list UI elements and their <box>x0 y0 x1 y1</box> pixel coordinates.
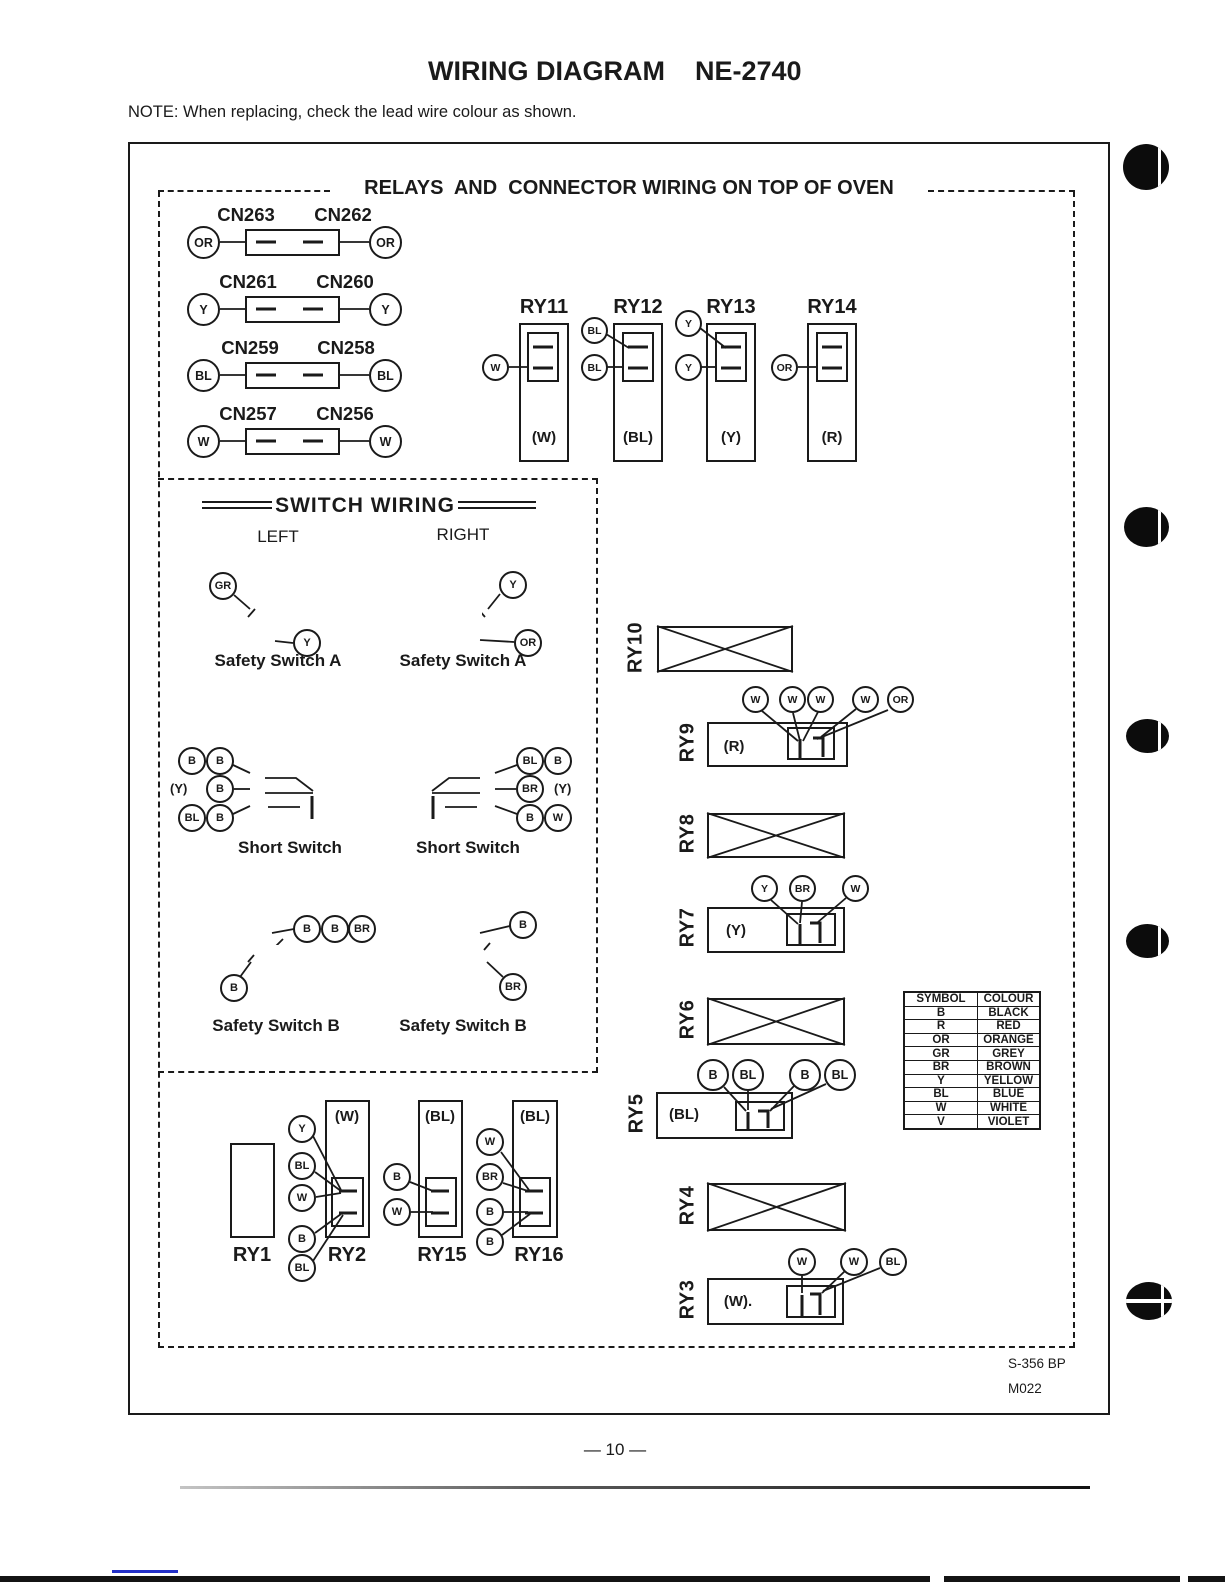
relay-name: RY6 <box>676 999 699 1040</box>
relay-name: RY4 <box>676 1185 699 1226</box>
connector-label: CN259 <box>221 337 279 358</box>
wire-color-circle: B <box>293 915 321 943</box>
wire-color-circle: BL <box>879 1248 907 1276</box>
switch-label: Safety Switch B <box>399 1016 527 1035</box>
bottom-relay-wire-lines <box>313 1136 543 1261</box>
table-cell: R <box>904 1020 978 1034</box>
wire-color-circle: Y <box>751 875 778 902</box>
connector-label: CN260 <box>316 271 374 292</box>
coil-color-label: (BL) <box>520 1108 550 1125</box>
relay-name: RY9 <box>676 722 699 763</box>
table-cell: B <box>904 1006 978 1020</box>
safety-switch-b-left-body <box>244 918 298 1007</box>
wire-color-circle: BR <box>516 775 544 803</box>
wire-color-circle: BR <box>348 915 376 943</box>
switch-label: Safety Switch B <box>212 1016 340 1035</box>
wire-color-circle: BL <box>288 1152 316 1180</box>
wire-color-circle: OR <box>187 226 220 259</box>
wire-color-circle: B <box>321 915 349 943</box>
wire-color-text: (Y) <box>170 781 188 796</box>
coil-color-label: (R) <box>821 429 843 446</box>
wire-color-circle: Y <box>675 354 702 381</box>
wire-color-circle: GR <box>209 572 237 600</box>
relay-name: RY11 <box>519 296 569 318</box>
page-title: WIRING DIAGRAM <box>428 56 665 86</box>
wire-color-circle: BR <box>789 875 816 902</box>
table-cell: ORANGE <box>978 1033 1041 1047</box>
wire-color-circle: B <box>178 747 206 775</box>
relay-name: RY15 <box>417 1244 467 1266</box>
wire-color-circle: B <box>697 1059 729 1091</box>
switch-section-title: SWITCH WIRING <box>275 494 455 517</box>
coil-color-label: (Y) <box>726 922 746 939</box>
binder-hole-icon <box>1124 507 1169 547</box>
wire-color-circle: B <box>516 804 544 832</box>
wire-color-circle: Y <box>293 629 321 657</box>
table-cell: OR <box>904 1033 978 1047</box>
column-heading: LEFT <box>257 527 299 546</box>
coil-color-label: (W) <box>334 1108 360 1125</box>
wire-color-circle: W <box>788 1248 816 1276</box>
wire-color-circle: W <box>807 686 834 713</box>
coil-color-label: (W) <box>531 429 557 446</box>
wire-color-circle: BL <box>581 317 608 344</box>
table-cell: BROWN <box>978 1060 1041 1074</box>
coil-color-label: (BL) <box>623 429 653 446</box>
wire-color-circle: B <box>476 1198 504 1226</box>
wire-color-circle: W <box>482 354 509 381</box>
relay-name: RY7 <box>676 907 699 948</box>
table-header-symbol: SYMBOL <box>904 992 978 1006</box>
wire-color-circle: BR <box>499 973 527 1001</box>
relay-name: RY10 <box>624 621 647 674</box>
doc-reference: M022 <box>1008 1381 1042 1396</box>
switch-label: Short Switch <box>238 838 342 857</box>
binder-hole-icon <box>1123 144 1169 190</box>
wire-color-circle: OR <box>514 629 542 657</box>
relay-name: RY14 <box>807 296 857 318</box>
wire-color-circle: W <box>840 1248 868 1276</box>
switch-label: Safety Switch A <box>399 651 527 670</box>
wire-color-circle: BL <box>187 359 220 392</box>
table-cell: BLUE <box>978 1088 1041 1102</box>
wire-color-circle: B <box>220 974 248 1002</box>
wire-color-circle: Y <box>288 1115 316 1143</box>
wire-color-text: (Y) <box>554 781 572 796</box>
top-section-title: RELAYS AND CONNECTOR WIRING ON TOP OF OVEN <box>330 177 928 200</box>
wire-color-circle: Y <box>675 310 702 337</box>
wire-color-circle: BR <box>476 1163 504 1191</box>
relay-name: RY5 <box>625 1093 648 1134</box>
table-cell: GREY <box>978 1047 1041 1061</box>
wire-color-circle: BL <box>178 804 206 832</box>
wire-color-circle: B <box>206 804 234 832</box>
short-switch-left-body <box>250 755 313 828</box>
table-cell: RED <box>978 1020 1041 1034</box>
wire-color-circle: B <box>789 1059 821 1091</box>
table-cell: VIOLET <box>978 1115 1041 1129</box>
relay-name: RY16 <box>514 1244 564 1266</box>
relay-name: RY3 <box>676 1279 699 1320</box>
relay-name: RY12 <box>613 296 663 318</box>
connector-label: CN256 <box>316 403 374 424</box>
coil-color-label: (BL) <box>669 1106 699 1123</box>
table-cell: WHITE <box>978 1101 1041 1115</box>
wire-color-circle: W <box>544 804 572 832</box>
switch-label: Short Switch <box>416 838 520 857</box>
binder-hole-icon <box>1126 924 1169 958</box>
wire-color-circle: W <box>742 686 769 713</box>
relay-name: RY2 <box>327 1244 367 1266</box>
wire-color-circle: OR <box>887 686 914 713</box>
wire-color-circle: W <box>369 425 402 458</box>
page-number: — 10 — <box>583 1440 647 1459</box>
model-number: NE-2740 <box>694 56 802 86</box>
colour-code-table <box>903 991 1041 1130</box>
binder-hole-icon <box>1126 1282 1172 1320</box>
wire-color-circle: BL <box>732 1059 764 1091</box>
wire-color-circle: W <box>187 425 220 458</box>
coil-color-label: (W). <box>723 1293 753 1310</box>
switch-label: Safety Switch A <box>214 651 342 670</box>
wire-color-circle: B <box>206 747 234 775</box>
page-note: NOTE: When replacing, check the lead wire colour as shown. <box>128 103 577 121</box>
table-cell: Y <box>904 1074 978 1088</box>
connector-label: CN261 <box>219 271 277 292</box>
coil-color-label: (BL) <box>425 1108 455 1125</box>
wire-color-circle: W <box>852 686 879 713</box>
connector-label: CN258 <box>317 337 375 358</box>
wire-color-circle: Y <box>187 293 220 326</box>
connector-label: CN257 <box>219 403 277 424</box>
safety-switch-a-right-body <box>441 565 496 650</box>
binder-hole-icon <box>1126 719 1169 753</box>
wire-color-circle: Y <box>499 571 527 599</box>
coil-color-label: (Y) <box>721 429 741 446</box>
wire-color-circle: BL <box>288 1254 316 1282</box>
wire-color-circle: W <box>842 875 869 902</box>
wire-color-circle: B <box>383 1163 411 1191</box>
table-cell: YELLOW <box>978 1074 1041 1088</box>
table-cell: BLACK <box>978 1006 1041 1020</box>
relay-name: RY8 <box>676 813 699 854</box>
wire-color-circle: Y <box>369 293 402 326</box>
wire-color-circle: BL <box>581 354 608 381</box>
relay-name: RY1 <box>232 1244 272 1266</box>
wire-color-circle: W <box>779 686 806 713</box>
wire-color-circle: BL <box>516 747 544 775</box>
wire-color-circle: B <box>509 911 537 939</box>
table-header-colour: COLOUR <box>978 992 1041 1006</box>
doc-reference: S-356 BP <box>1008 1356 1066 1371</box>
wire-color-circle: W <box>288 1184 316 1212</box>
wire-color-circle: OR <box>369 226 402 259</box>
page-header <box>428 56 802 87</box>
connector-label: CN263 <box>217 204 275 225</box>
table-cell: BR <box>904 1060 978 1074</box>
table-cell: V <box>904 1115 978 1129</box>
table-cell: W <box>904 1101 978 1115</box>
wire-color-circle: OR <box>771 354 798 381</box>
wire-color-circle: B <box>476 1228 504 1256</box>
short-switch-right-body <box>432 755 495 828</box>
coil-color-label: (R) <box>723 738 745 755</box>
wire-color-circle: W <box>476 1128 504 1156</box>
relay-name: RY13 <box>706 296 756 318</box>
wire-color-circle: B <box>206 775 234 803</box>
table-cell: GR <box>904 1047 978 1061</box>
connector-label: CN262 <box>314 204 372 225</box>
wire-color-circle: W <box>383 1198 411 1226</box>
safety-switch-a-left-body <box>244 565 299 650</box>
wire-color-circle: BL <box>824 1059 856 1091</box>
wire-color-circle: B <box>288 1225 316 1253</box>
table-cell: BL <box>904 1088 978 1102</box>
wire-color-circle: BL <box>369 359 402 392</box>
wire-color-circle: B <box>544 747 572 775</box>
column-heading: RIGHT <box>436 525 490 544</box>
